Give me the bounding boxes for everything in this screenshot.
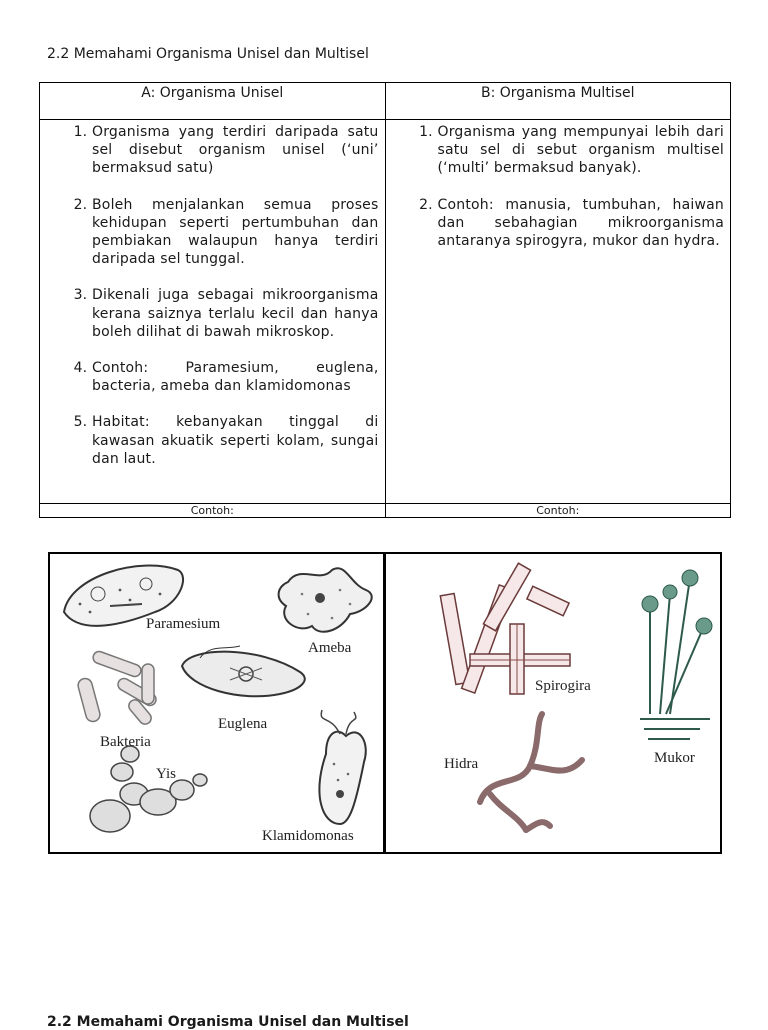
hydra-drawing xyxy=(480,714,582,830)
section-heading: 2.2 Memahami Organisma Unisel dan Multisel xyxy=(47,46,369,62)
label-paramesium: Paramesium xyxy=(146,616,221,632)
ameba-drawing xyxy=(279,568,372,632)
label-mukor: Mukor xyxy=(654,750,695,766)
label-ameba: Ameba xyxy=(308,640,352,656)
label-hidra: Hidra xyxy=(444,756,479,772)
section-heading-repeat: 2.2 Memahami Organisma Unisel dan Multisel xyxy=(47,1014,409,1030)
label-bakteria: Bakteria xyxy=(100,734,151,750)
list-item: 2. Boleh menjalankan semua proses kehidupan seperti pertumbuhan dan pembiakan walaupun hanya terdiri daripada sel tunggal. xyxy=(92,196,379,269)
list-item: 1. Organisma yang mempunyai lebih dari satu sel di sebut organism multisel (‘multi’ bermaksud banyak). xyxy=(438,123,725,178)
label-euglena: Euglena xyxy=(218,716,268,732)
list-item: 3. Dikenali juga sebagai mikroorganisma kerana saiznya terlalu kecil dan hanya boleh dilihat di bawah mikroskop. xyxy=(92,286,379,341)
euglena-drawing xyxy=(182,646,305,696)
list-item: 4. Contoh: Paramesium, euglena, bacteria, ameba dan klamidomonas xyxy=(92,359,379,395)
column-a-footer: Contoh: xyxy=(40,504,386,518)
unicellular-points-list xyxy=(46,123,379,468)
list-item: 1. Organisma yang terdiri daripada satu sel disebut organism unisel (‘uni’ bermaksud satu) xyxy=(92,123,379,178)
column-a-body xyxy=(40,120,386,504)
list-item: 5. Habitat: kebanyakan tinggal di kawasan akuatik seperti kolam, sungai dan laut. xyxy=(92,413,379,468)
mucor-drawing xyxy=(640,570,712,739)
multicellular-points-list xyxy=(392,123,725,250)
chlamydomonas-drawing xyxy=(319,710,365,824)
label-klamidomonas: Klamidomonas xyxy=(262,828,354,844)
column-b-header: B: Organisma Multisel xyxy=(385,83,731,120)
column-b-footer: Contoh: xyxy=(385,504,731,518)
yeast-drawing xyxy=(90,746,207,832)
list-item: 2. Contoh: manusia, tumbuhan, haiwan dan sebahagian mikroorganisma antaranya spirogyra, mukor dan hydra. xyxy=(438,196,725,251)
label-yis: Yis xyxy=(156,766,177,782)
bacteria-drawing xyxy=(77,650,159,727)
label-spirogira: Spirogira xyxy=(535,678,591,694)
organisms-figure xyxy=(48,552,722,854)
column-b-body xyxy=(385,120,731,504)
spirogyra-drawing xyxy=(440,563,570,694)
comparison-table xyxy=(39,82,731,518)
figure-divider xyxy=(383,554,386,852)
column-a-header: A: Organisma Unisel xyxy=(40,83,386,120)
